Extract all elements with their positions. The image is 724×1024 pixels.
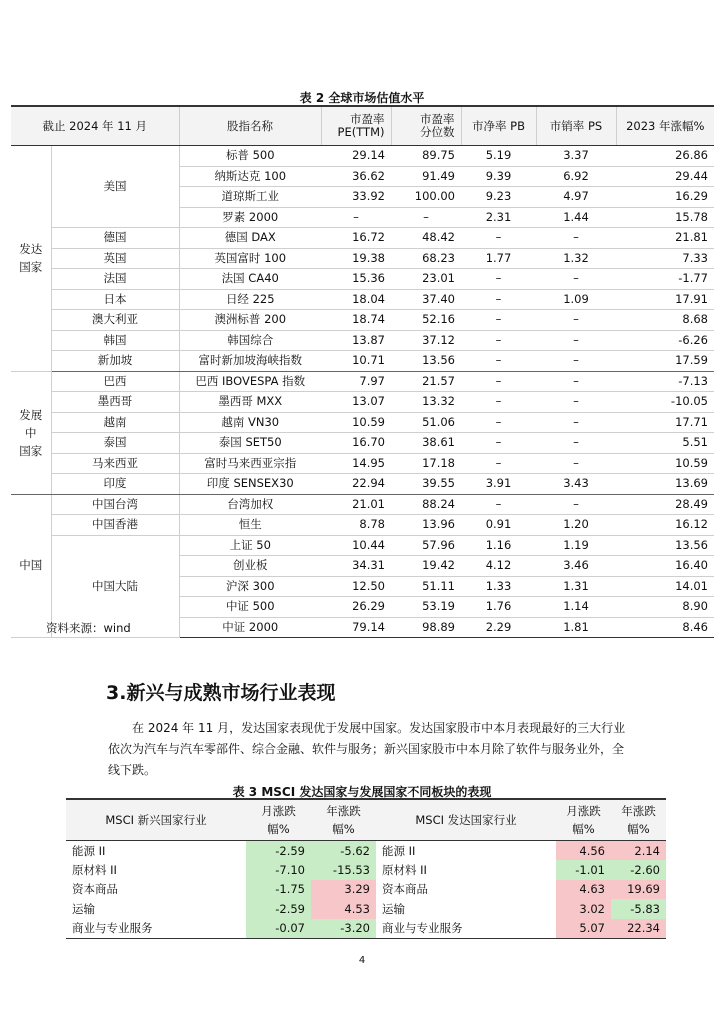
index-name: 英国富时 100 — [179, 248, 321, 269]
pe-pct-value: 51.06 — [391, 412, 461, 433]
country-cell: 泰国 — [51, 433, 179, 454]
dm-month-value: -1.01 — [556, 860, 611, 879]
pe-pct-value: 38.61 — [391, 433, 461, 454]
pe-pct-value: 13.32 — [391, 392, 461, 413]
pe-pct-value: 52.16 — [391, 310, 461, 331]
header-dm-year-line2: 幅% — [627, 822, 650, 836]
change-value: 5.51 — [616, 433, 714, 454]
pe-value: 8.78 — [321, 515, 391, 536]
pb-value: 3.91 — [461, 474, 536, 495]
pe-pct-value: 13.96 — [391, 515, 461, 536]
header-dm-sector: MSCI 发达国家行业 — [376, 799, 556, 841]
pb-value: – — [461, 412, 536, 433]
ps-value: 1.09 — [536, 289, 616, 310]
header-em-month-line2: 幅% — [267, 822, 290, 836]
ps-value: 1.44 — [536, 207, 616, 228]
change-value: -7.13 — [616, 371, 714, 392]
header-dm-year — [611, 799, 666, 841]
pb-value: 2.31 — [461, 207, 536, 228]
change-value: 28.49 — [616, 494, 714, 515]
ps-value: 3.46 — [536, 556, 616, 577]
country-cell: 英国 — [51, 248, 179, 269]
ps-value: 3.37 — [536, 146, 616, 167]
index-name: 上证 50 — [179, 535, 321, 556]
header-pe-ttm-line1: 市盈率 — [350, 112, 385, 126]
pe-pct-value: 13.56 — [391, 351, 461, 372]
pe-value: 7.97 — [321, 371, 391, 392]
pe-pct-value: – — [391, 207, 461, 228]
index-name: 恒生 — [179, 515, 321, 536]
table-row — [11, 351, 714, 372]
ps-value: 3.43 — [536, 474, 616, 495]
pe-value: 29.14 — [321, 146, 391, 167]
pe-value: 22.94 — [321, 474, 391, 495]
index-name: 泰国 SET50 — [179, 433, 321, 454]
header-ps: 市销率 PS — [536, 106, 616, 146]
em-month-value: -2.59 — [246, 841, 311, 861]
valuation-table — [11, 105, 714, 638]
header-em-year-line1: 年涨跌 — [326, 804, 361, 818]
pe-pct-value: 37.12 — [391, 330, 461, 351]
table-row — [11, 248, 714, 269]
pe-value: 16.70 — [321, 433, 391, 454]
pb-value: – — [461, 453, 536, 474]
country-cell: 中国香港 — [51, 515, 179, 536]
ps-value: – — [536, 371, 616, 392]
em-sector-name: 运输 — [72, 901, 95, 916]
em-year-value: 4.53 — [311, 899, 376, 918]
region-china: 中国 — [11, 494, 51, 638]
country-cell: 墨西哥 — [51, 392, 179, 413]
index-name: 日经 225 — [179, 289, 321, 310]
index-name: 标普 500 — [179, 146, 321, 167]
table-row — [66, 919, 666, 939]
header-em-month — [246, 799, 311, 841]
dm-month-value: 5.07 — [556, 919, 611, 939]
header-date: 截止 2024 年 11 月 — [11, 106, 179, 146]
index-name: 纳斯达克 100 — [179, 166, 321, 187]
pe-pct-value: 57.96 — [391, 535, 461, 556]
dm-sector-name: 资本商品 — [382, 882, 428, 897]
pe-value: 10.44 — [321, 535, 391, 556]
pb-value: 2.29 — [461, 617, 536, 638]
country-cell: 中国大陆 — [51, 535, 179, 638]
header-dm-month — [556, 799, 611, 841]
index-name: 富时新加坡海峡指数 — [179, 351, 321, 372]
ps-value: 1.31 — [536, 576, 616, 597]
change-value: 21.81 — [616, 228, 714, 249]
em-year-value: -15.53 — [311, 860, 376, 879]
ps-value: 1.14 — [536, 597, 616, 618]
pe-value: 79.14 — [321, 617, 391, 638]
em-month-value: -1.75 — [246, 880, 311, 899]
em-sector-name: 商业与专业服务 — [66, 919, 246, 939]
country-cell: 澳大利亚 — [51, 310, 179, 331]
ps-value: – — [536, 494, 616, 515]
pb-value: – — [461, 310, 536, 331]
change-value: -1.77 — [616, 269, 714, 290]
table-row — [11, 371, 714, 392]
dm-year-value: -5.83 — [611, 899, 666, 918]
source-note: 资料来源：wind — [46, 621, 131, 635]
pb-value: – — [461, 494, 536, 515]
index-name: 巴西 IBOVESPA 指数 — [179, 371, 321, 392]
index-name: 法国 CA40 — [179, 269, 321, 290]
dm-year-value: -2.60 — [611, 860, 666, 879]
ps-value: – — [536, 433, 616, 454]
index-name: 道琼斯工业 — [179, 187, 321, 208]
section-paragraph: 在 2024 年 11 月，发达国家表现优于发展中国家。发达国家股市中本月表现最好的三大行业依次为汽车与汽车零部件、综合金融、软件与服务；新兴国家股市中本月除了软件与服务业外，全线下跌。 — [108, 721, 626, 777]
change-value: 16.12 — [616, 515, 714, 536]
pe-value: 16.72 — [321, 228, 391, 249]
pb-value: – — [461, 330, 536, 351]
pe-value: 14.95 — [321, 453, 391, 474]
header-change: 2023 年涨幅% — [616, 106, 714, 146]
country-cell: 印度 — [51, 474, 179, 495]
index-name: 韩国综合 — [179, 330, 321, 351]
header-pe-pct-line1: 市盈率 — [420, 112, 455, 126]
country-cell: 巴西 — [51, 371, 179, 392]
table-row — [11, 330, 714, 351]
index-name: 印度 SENSEX30 — [179, 474, 321, 495]
change-value: 13.56 — [616, 535, 714, 556]
table-row — [66, 899, 666, 918]
country-cell: 中国台湾 — [51, 494, 179, 515]
em-month-value: -2.59 — [246, 899, 311, 918]
table-row — [11, 146, 714, 167]
index-name: 墨西哥 MXX — [179, 392, 321, 413]
header-em-year-line2: 幅% — [332, 822, 355, 836]
pe-value: 36.62 — [321, 166, 391, 187]
index-name: 沪深 300 — [179, 576, 321, 597]
table-row — [11, 535, 714, 556]
pe-pct-value: 48.42 — [391, 228, 461, 249]
section-heading: 3.新兴与成熟市场行业表现 — [106, 682, 336, 704]
country-cell: 日本 — [51, 289, 179, 310]
table-row — [11, 515, 714, 536]
pe-value: 10.59 — [321, 412, 391, 433]
header-dm-month-line2: 幅% — [572, 822, 595, 836]
region-developed: 发达 国家 — [11, 146, 51, 372]
pe-pct-value: 17.18 — [391, 453, 461, 474]
pe-value: 18.04 — [321, 289, 391, 310]
pe-pct-value: 100.00 — [391, 187, 461, 208]
table-row — [11, 310, 714, 331]
pe-pct-value: 98.89 — [391, 617, 461, 638]
country-cell: 德国 — [51, 228, 179, 249]
index-name: 越南 VN30 — [179, 412, 321, 433]
index-name: 罗素 2000 — [179, 207, 321, 228]
ps-value: – — [536, 351, 616, 372]
pe-value: 18.74 — [321, 310, 391, 331]
header-index: 股指名称 — [179, 106, 321, 146]
change-value: 14.01 — [616, 576, 714, 597]
header-em-month-line1: 月涨跌 — [261, 804, 296, 818]
pb-value: 4.12 — [461, 556, 536, 577]
ps-value: 1.20 — [536, 515, 616, 536]
header-pe-ttm-line2: PE(TTM) — [337, 125, 385, 139]
header-pe-ttm — [321, 106, 391, 146]
table-row — [66, 841, 666, 861]
pb-value: – — [461, 269, 536, 290]
dm-year-value: 19.69 — [611, 880, 666, 899]
pb-value: 1.16 — [461, 535, 536, 556]
pe-value: 13.07 — [321, 392, 391, 413]
ps-value: 6.92 — [536, 166, 616, 187]
ps-value: 1.19 — [536, 535, 616, 556]
ps-value: 4.97 — [536, 187, 616, 208]
change-value: 17.59 — [616, 351, 714, 372]
country-cell: 美国 — [51, 146, 179, 228]
change-value: 16.40 — [616, 556, 714, 577]
header-em-year — [311, 799, 376, 841]
pe-value: 33.92 — [321, 187, 391, 208]
dm-sector-name: 运输 — [382, 901, 405, 916]
change-value: 8.68 — [616, 310, 714, 331]
change-value: 8.46 — [616, 617, 714, 638]
dm-sector-name: 商业与专业服务 — [376, 919, 556, 939]
change-value: -10.05 — [616, 392, 714, 413]
table-row — [11, 474, 714, 495]
table3-header-row — [66, 799, 666, 841]
table-row — [66, 860, 666, 879]
pe-pct-value: 23.01 — [391, 269, 461, 290]
pe-pct-value: 51.11 — [391, 576, 461, 597]
pb-value: 9.23 — [461, 187, 536, 208]
pb-value: 1.33 — [461, 576, 536, 597]
index-name: 德国 DAX — [179, 228, 321, 249]
change-value: 10.59 — [616, 453, 714, 474]
table3-caption: 表 3 MSCI 发达国家与发展国家不同板块的表现 — [232, 785, 492, 799]
ps-value: – — [536, 310, 616, 331]
pe-pct-value: 53.19 — [391, 597, 461, 618]
change-value: 29.44 — [616, 166, 714, 187]
pe-value: 26.29 — [321, 597, 391, 618]
em-year-value: 3.29 — [311, 880, 376, 899]
change-value: 8.90 — [616, 597, 714, 618]
header-dm-month-line1: 月涨跌 — [566, 804, 601, 818]
index-name: 澳洲标普 200 — [179, 310, 321, 331]
change-value: 7.33 — [616, 248, 714, 269]
header-pb: 市净率 PB — [461, 106, 536, 146]
pe-pct-value: 88.24 — [391, 494, 461, 515]
change-value: 15.78 — [616, 207, 714, 228]
pb-value: – — [461, 351, 536, 372]
pe-pct-value: 19.42 — [391, 556, 461, 577]
pb-value: – — [461, 392, 536, 413]
em-year-value: -3.20 — [311, 919, 376, 939]
ps-value: – — [536, 330, 616, 351]
pe-pct-value: 89.75 — [391, 146, 461, 167]
pb-value: 1.76 — [461, 597, 536, 618]
country-cell: 韩国 — [51, 330, 179, 351]
dm-month-value: 3.02 — [556, 899, 611, 918]
table-row — [11, 269, 714, 290]
pe-value: 15.36 — [321, 269, 391, 290]
em-month-value: -7.10 — [246, 860, 311, 879]
index-name: 中证 500 — [179, 597, 321, 618]
index-name: 创业板 — [179, 556, 321, 577]
dm-year-value: 22.34 — [611, 919, 666, 939]
pb-value: 0.91 — [461, 515, 536, 536]
pb-value: – — [461, 228, 536, 249]
pe-value: 13.87 — [321, 330, 391, 351]
pe-pct-value: 21.57 — [391, 371, 461, 392]
page-number: 4 — [358, 955, 366, 966]
table-row — [11, 392, 714, 413]
country-cell: 马来西亚 — [51, 453, 179, 474]
pe-pct-value: 68.23 — [391, 248, 461, 269]
pe-value: 21.01 — [321, 494, 391, 515]
header-pe-pct-line2: 分位数 — [420, 125, 455, 139]
ps-value: 1.81 — [536, 617, 616, 638]
ps-value: – — [536, 269, 616, 290]
table-row — [11, 412, 714, 433]
pb-value: – — [461, 371, 536, 392]
index-name: 中证 2000 — [179, 617, 321, 638]
table2-caption: 表 2 全球市场估值水平 — [299, 91, 425, 105]
country-cell: 越南 — [51, 412, 179, 433]
country-cell: 新加坡 — [51, 351, 179, 372]
header-pe-percentile — [391, 106, 461, 146]
pe-pct-value: 39.55 — [391, 474, 461, 495]
header-em-sector: MSCI 新兴国家行业 — [66, 799, 246, 841]
change-value: 16.29 — [616, 187, 714, 208]
pe-value: 12.50 — [321, 576, 391, 597]
ps-value: – — [536, 392, 616, 413]
pb-value: 9.39 — [461, 166, 536, 187]
pb-value: 5.19 — [461, 146, 536, 167]
msci-sector-table — [66, 798, 666, 939]
pb-value: – — [461, 433, 536, 454]
pe-value: – — [321, 207, 391, 228]
header-dm-year-line1: 年涨跌 — [621, 804, 656, 818]
table-row — [11, 228, 714, 249]
em-sector-name: 能源 II — [72, 843, 106, 858]
dm-year-value: 2.14 — [611, 841, 666, 861]
pe-value: 34.31 — [321, 556, 391, 577]
em-sector-name: 资本商品 — [72, 882, 118, 897]
pe-value: 19.38 — [321, 248, 391, 269]
table-row — [11, 289, 714, 310]
pe-pct-value: 37.40 — [391, 289, 461, 310]
pb-value: 1.77 — [461, 248, 536, 269]
ps-value: – — [536, 228, 616, 249]
em-month-value: -0.07 — [246, 919, 311, 939]
change-value: 13.69 — [616, 474, 714, 495]
em-sector-name: 原材料 II — [72, 863, 117, 878]
table2-header-row — [11, 106, 714, 146]
pe-pct-value: 91.49 — [391, 166, 461, 187]
change-value: 17.91 — [616, 289, 714, 310]
em-year-value: -5.62 — [311, 841, 376, 861]
dm-month-value: 4.56 — [556, 841, 611, 861]
change-value: 17.71 — [616, 412, 714, 433]
index-name: 富时马来西亚宗指 — [179, 453, 321, 474]
dm-sector-name: 原材料 II — [382, 863, 427, 878]
ps-value: – — [536, 453, 616, 474]
change-value: -6.26 — [616, 330, 714, 351]
pb-value: – — [461, 289, 536, 310]
index-name: 台湾加权 — [179, 494, 321, 515]
dm-month-value: 4.63 — [556, 880, 611, 899]
ps-value: – — [536, 412, 616, 433]
change-value: 26.86 — [616, 146, 714, 167]
table-row — [11, 453, 714, 474]
country-cell: 法国 — [51, 269, 179, 290]
table-row — [66, 880, 666, 899]
pe-value: 10.71 — [321, 351, 391, 372]
table-row — [11, 433, 714, 454]
table-row — [11, 494, 714, 515]
region-emerging: 发展 中 国家 — [11, 371, 51, 494]
ps-value: 1.32 — [536, 248, 616, 269]
dm-sector-name: 能源 II — [382, 843, 416, 858]
